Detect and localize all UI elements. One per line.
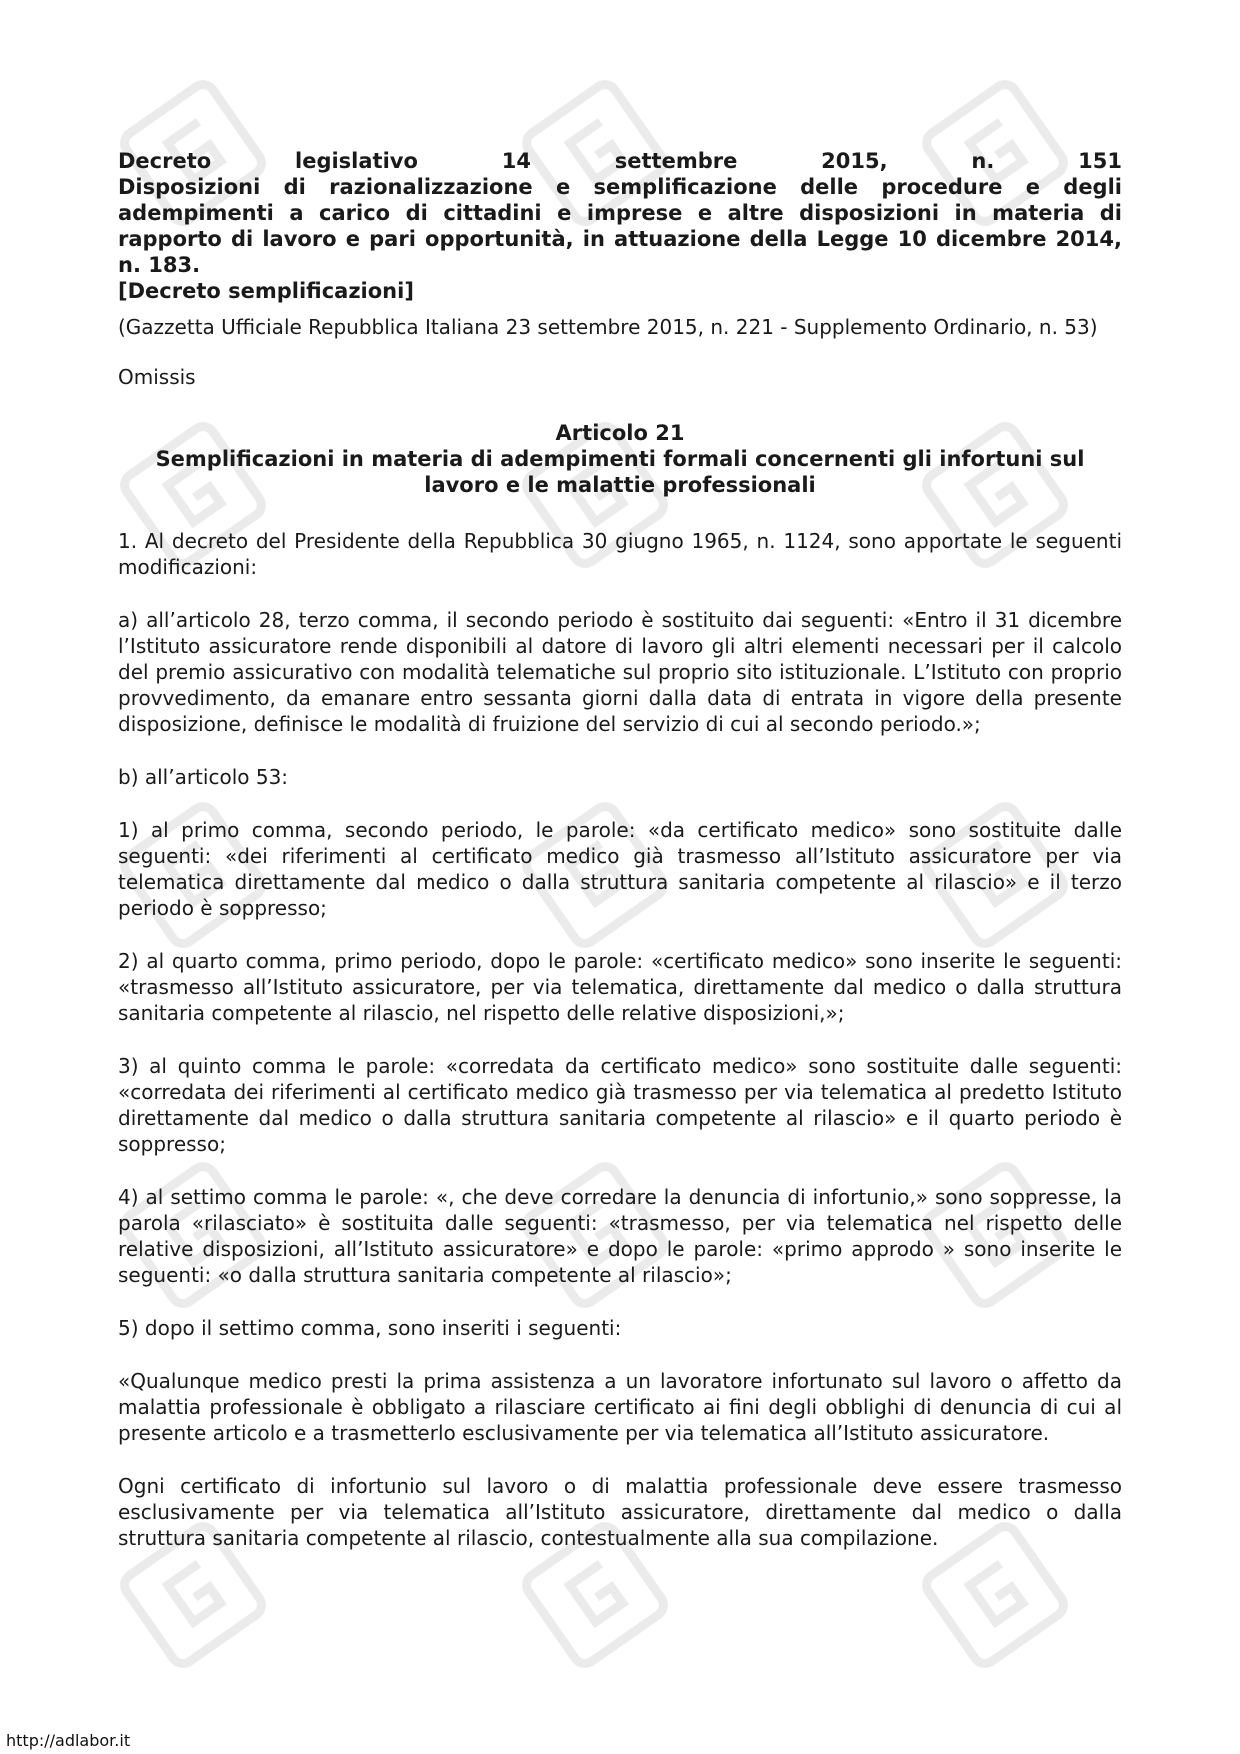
document-page xyxy=(118,148,1122,1551)
article-paragraph: 4) al settimo comma le parole: «, che deve corredare la denuncia di infortunio,» sono soppresse, la parola «rilasciato» è sostituita dalle seguenti: «trasmesso, per via telematica nel rispetto delle relative disposizioni, all’Istituto assicuratore» e dopo le parole: «primo approdo » sono inserite le seguenti: «o dalla struttura sanitaria competente al rilascio»; xyxy=(118,1185,1122,1287)
decree-title xyxy=(118,148,1122,304)
article-body xyxy=(118,528,1122,1551)
article-paragraph: 3) al quinto comma le parole: «corredata da certificato medico» sono sostituite dalle seguenti: «corredata dei riferimenti al certificato medico già trasmesso per via telematica al predetto Istituto direttamente dal medico o dalla struttura sanitaria competente al rilascio» e il quarto periodo è soppresso; xyxy=(118,1054,1122,1156)
footer-url: http://adlabor.it xyxy=(6,1731,131,1750)
decree-short-name: [Decreto semplificazioni] xyxy=(118,279,414,303)
title-word: settembre xyxy=(614,149,738,173)
article-number: Articolo 21 xyxy=(555,421,685,445)
omissis-note: Omissis xyxy=(118,365,196,389)
article-paragraph: a) all’articolo 28, terzo comma, il secondo periodo è sostituito dai seguenti: «Entro il 31 dicembre l’Istituto assicuratore rende disponibili al datore di lavoro gli altri elementi necessari per il calcolo del premio assicurativo con modalità telematiche sul proprio sito istituzionale. L’Istituto con proprio provvedimento, da emanare entro sessanta giorni dalla data di entrata in vigore della presente disposizione, definisce le modalità di fruizione del servizio di cui al secondo periodo.»; xyxy=(118,608,1122,736)
decree-title-text: Disposizioni di razionalizzazione e semplificazione delle procedure e degli adempimenti a carico di cittadini e imprese e altre disposizioni in materia di rapporto di lavoro e pari opportunità, in attuazione della Legge 10 dicembre 2014, n. 183. xyxy=(118,175,1122,277)
article-paragraph: 5) dopo il settimo comma, sono inseriti i seguenti: xyxy=(118,1316,622,1340)
title-word: 14 xyxy=(501,149,531,173)
article-paragraph: 1) al primo comma, secondo periodo, le parole: «da certificato medico» sono sostituite dalle seguenti: «dei riferimenti al certificato medico già trasmesso all’Istituto assicuratore per via telematica direttamente dal medico o dalla struttura sanitaria competente al rilascio» e il terzo periodo è soppresso; xyxy=(118,818,1122,920)
title-word: 2015, xyxy=(821,149,888,173)
title-word: n. xyxy=(971,149,995,173)
article-paragraph: b) all’articolo 53: xyxy=(118,765,289,789)
gazzetta-reference: (Gazzetta Ufficiale Repubblica Italiana 23 settembre 2015, n. 221 - Supplemento Ordinario, n. 53) xyxy=(118,315,1098,339)
article-paragraph: Ogni certificato di infortunio sul lavoro o di malattia professionale deve essere trasmesso esclusivamente per via telematica all’Istituto assicuratore, direttamente dal medico o dalla struttura sanitaria competente al rilascio, contestualmente alla sua compilazione. xyxy=(118,1474,1122,1550)
title-word: 151 xyxy=(1078,149,1122,173)
decree-title-line xyxy=(118,148,1122,174)
title-word: Decreto xyxy=(118,149,212,173)
article-paragraph: 1. Al decreto del Presidente della Repubblica 30 giugno 1965, n. 1124, sono apportate le seguenti modificazioni: xyxy=(118,529,1122,579)
article-heading xyxy=(118,420,1122,498)
article-paragraph: «Qualunque medico presti la prima assistenza a un lavoratore infortunato sul lavoro o affetto da malattia professionale è obbligato a rilasciare certificato ai fini degli obblighi di denuncia di cui al presente articolo e a trasmetterlo esclusivamente per via telematica all’Istituto assicuratore. xyxy=(118,1369,1122,1445)
title-word: legislativo xyxy=(295,149,418,173)
article-paragraph: 2) al quarto comma, primo periodo, dopo le parole: «certificato medico» sono inserite le seguenti: «trasmesso all’Istituto assicuratore, per via telematica, direttamente dal medico o dalla struttura sanitaria competente al rilascio, nel rispetto delle relative disposizioni,»; xyxy=(118,949,1122,1025)
article-title: Semplificazioni in materia di adempimenti formali concernenti gli infortuni sul lavoro e le malattie professionali xyxy=(155,447,1085,497)
